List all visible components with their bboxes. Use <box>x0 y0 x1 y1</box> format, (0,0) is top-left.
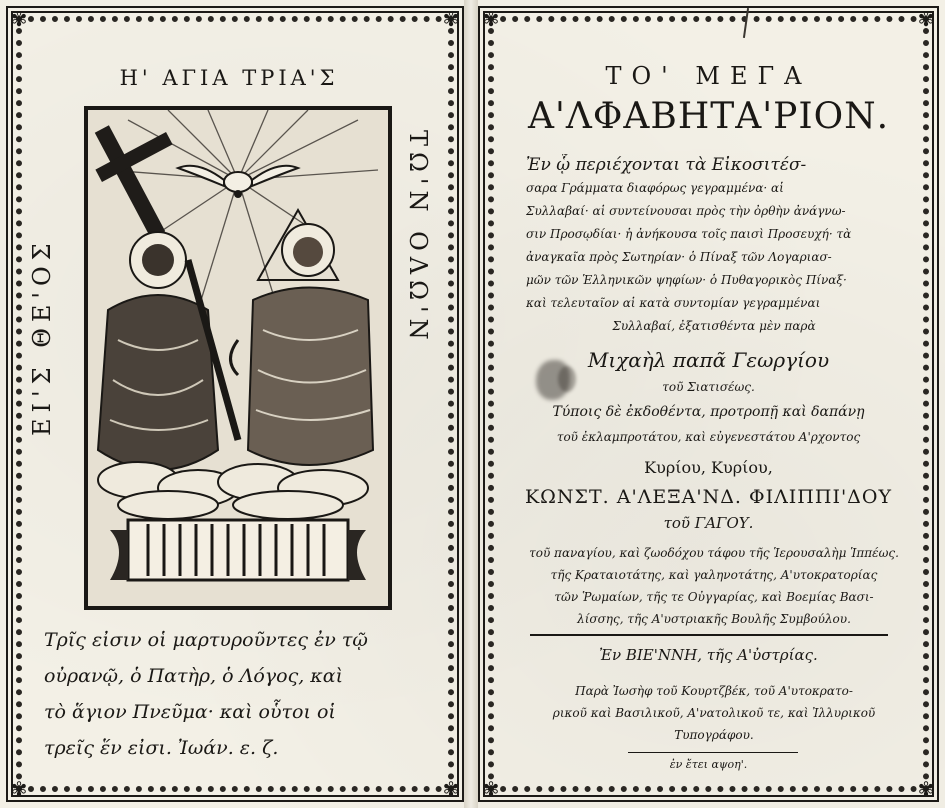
corner-ornament-icon: ✾ <box>917 777 935 801</box>
printer-line: Τυπογράφου. <box>674 728 754 742</box>
patron-title-line: τῶν Ῥωμαίων, τῆς τε Οὐγγαρίας, καὶ Βοεμίας Βασι- <box>554 590 874 604</box>
patron-titles <box>524 542 904 630</box>
description-line: Ἐν ᾧ περιέχονται τὰ Εἰκοσιτέσ- <box>526 155 807 175</box>
printer-line: ρικοῦ καὶ Βασιλικοῦ, Α'νατολικοῦ τε, καὶ Ἰλλυρικοῦ <box>552 706 876 720</box>
corner-ornament-icon: ✾ <box>10 7 28 31</box>
book-gutter <box>464 0 478 808</box>
patron-title-line: λίσσης, τῆς Α'υστριακῆς Βουλῆς Συμβούλου. <box>577 612 851 626</box>
right-page <box>478 6 939 802</box>
printer-block <box>524 680 904 746</box>
left-page-title: Η' ΑΓΙΑ ΤΡΙΑ'Σ <box>119 66 339 90</box>
corner-ornament-icon: ✾ <box>482 777 500 801</box>
verse-line: τρεῖς ἕν εἰσι. Ἰωάν. ε. ζ. <box>44 737 279 759</box>
publication-year: ἐν ἔτει αψοη'. <box>669 758 748 771</box>
scripture-verse <box>44 622 434 766</box>
description-line: ἀναγκαῖα πρὸς Σωτηρίαν· ὁ Πίναξ τῶν Λογαριασ- <box>526 250 832 264</box>
verse-line: Τρῖς εἰσιν οἱ μαρτυροῦντες ἐν τῷ <box>44 629 368 651</box>
main-title: Α'ΛΦΑΒΗΤΑ'ΡΙΟΝ. <box>527 96 890 137</box>
trinity-woodcut-illustration <box>84 106 392 610</box>
divider-short <box>628 752 798 753</box>
author-name: Μιχαὴλ παπᾶ Γεωργίου <box>587 348 830 372</box>
patron-surname: τοῦ ΓΑΓΟΥ. <box>663 514 754 532</box>
corner-ornament-icon: ✾ <box>10 777 28 801</box>
printing-note: Τύποις δὲ ἐκδοθέντα, προτροπῇ καὶ δαπάνῃ <box>552 404 865 420</box>
description-line: σαρα Γράμματα διαφόρως γεγραμμένα· αἱ <box>526 181 784 195</box>
description-line: καὶ τελευταῖον αἱ κατὰ συντομίαν γεγραμμέναι <box>526 296 821 310</box>
corner-ornament-icon: ✾ <box>482 7 500 31</box>
place-of-printing: Ἐν ΒΙΕ'ΝΝΗ, τῆς Α'ὐστρίας. <box>599 646 818 664</box>
verse-line: τὸ ἅγιον Πνεῦμα· καὶ οὗτοι οἱ <box>44 701 336 723</box>
patron-title-line: τοῦ παναγίου, καὶ ζωοδόχου τάφου τῆς Ἱερουσαλὴμ Ἱππέως. <box>529 546 899 560</box>
description-line: μῶν τῶν Ἑλληνικῶν ψηφίων· ὁ Πυθαγορικὸς Πίναξ· <box>526 273 847 287</box>
scroll-base <box>110 520 366 580</box>
description-block <box>526 154 902 338</box>
patron-title-line: τῆς Κραταιοτάτης, καὶ γαληνοτάτης, Α'υτοκρατορίας <box>550 568 878 582</box>
corner-ornament-icon: ✾ <box>917 7 935 31</box>
small-title: ΤΟ' ΜΕΓΑ <box>605 62 812 90</box>
corner-ornament-icon: ✾ <box>442 7 460 31</box>
woodcut-image <box>88 110 388 606</box>
description-line: σιν Προσῳδίαι· ἡ ἀνήκουσα τοῖς παισὶ Προσευχή· τὰ <box>526 227 852 241</box>
divider <box>530 634 888 636</box>
printer-line: Παρὰ Ἰωσὴφ τοῦ Κουρτζβέκ, τοῦ Α'υτοκρατο- <box>575 684 853 698</box>
patron-epithet: τοῦ ἐκλαμπροτάτου, καὶ εὐγενεστάτου Α'ρχοντος <box>556 430 861 444</box>
patron-honorific: Κυρίου, Κυρίου, <box>644 458 773 477</box>
side-caption-left: ΕΙ'Σ ΘΕ'ΟΣ <box>28 237 56 436</box>
patron-name: ΚΩΝΣΤ. Α'ΛΕΞΑ'ΝΔ. ΦΙΛΙΠΠΙ'ΔΟΥ <box>524 486 893 508</box>
description-line: Συλλαβαί, ἐξατισθέντα μὲν παρὰ <box>612 319 816 333</box>
author-origin: τοῦ Σιατισέως. <box>662 380 755 394</box>
ink-stamp-mark <box>558 366 576 392</box>
description-line: Συλλαβαί· αἱ συντείνουσαι πρὸς τὴν ὀρθὴν ἀνάγνω- <box>526 204 846 218</box>
verse-line: οὐρανῷ, ὁ Πατὴρ, ὁ Λόγος, καὶ <box>44 665 344 687</box>
side-caption-right: ΤΩ'Ν ΟΛΩ'Ν <box>404 130 432 346</box>
corner-ornament-icon: ✾ <box>442 777 460 801</box>
